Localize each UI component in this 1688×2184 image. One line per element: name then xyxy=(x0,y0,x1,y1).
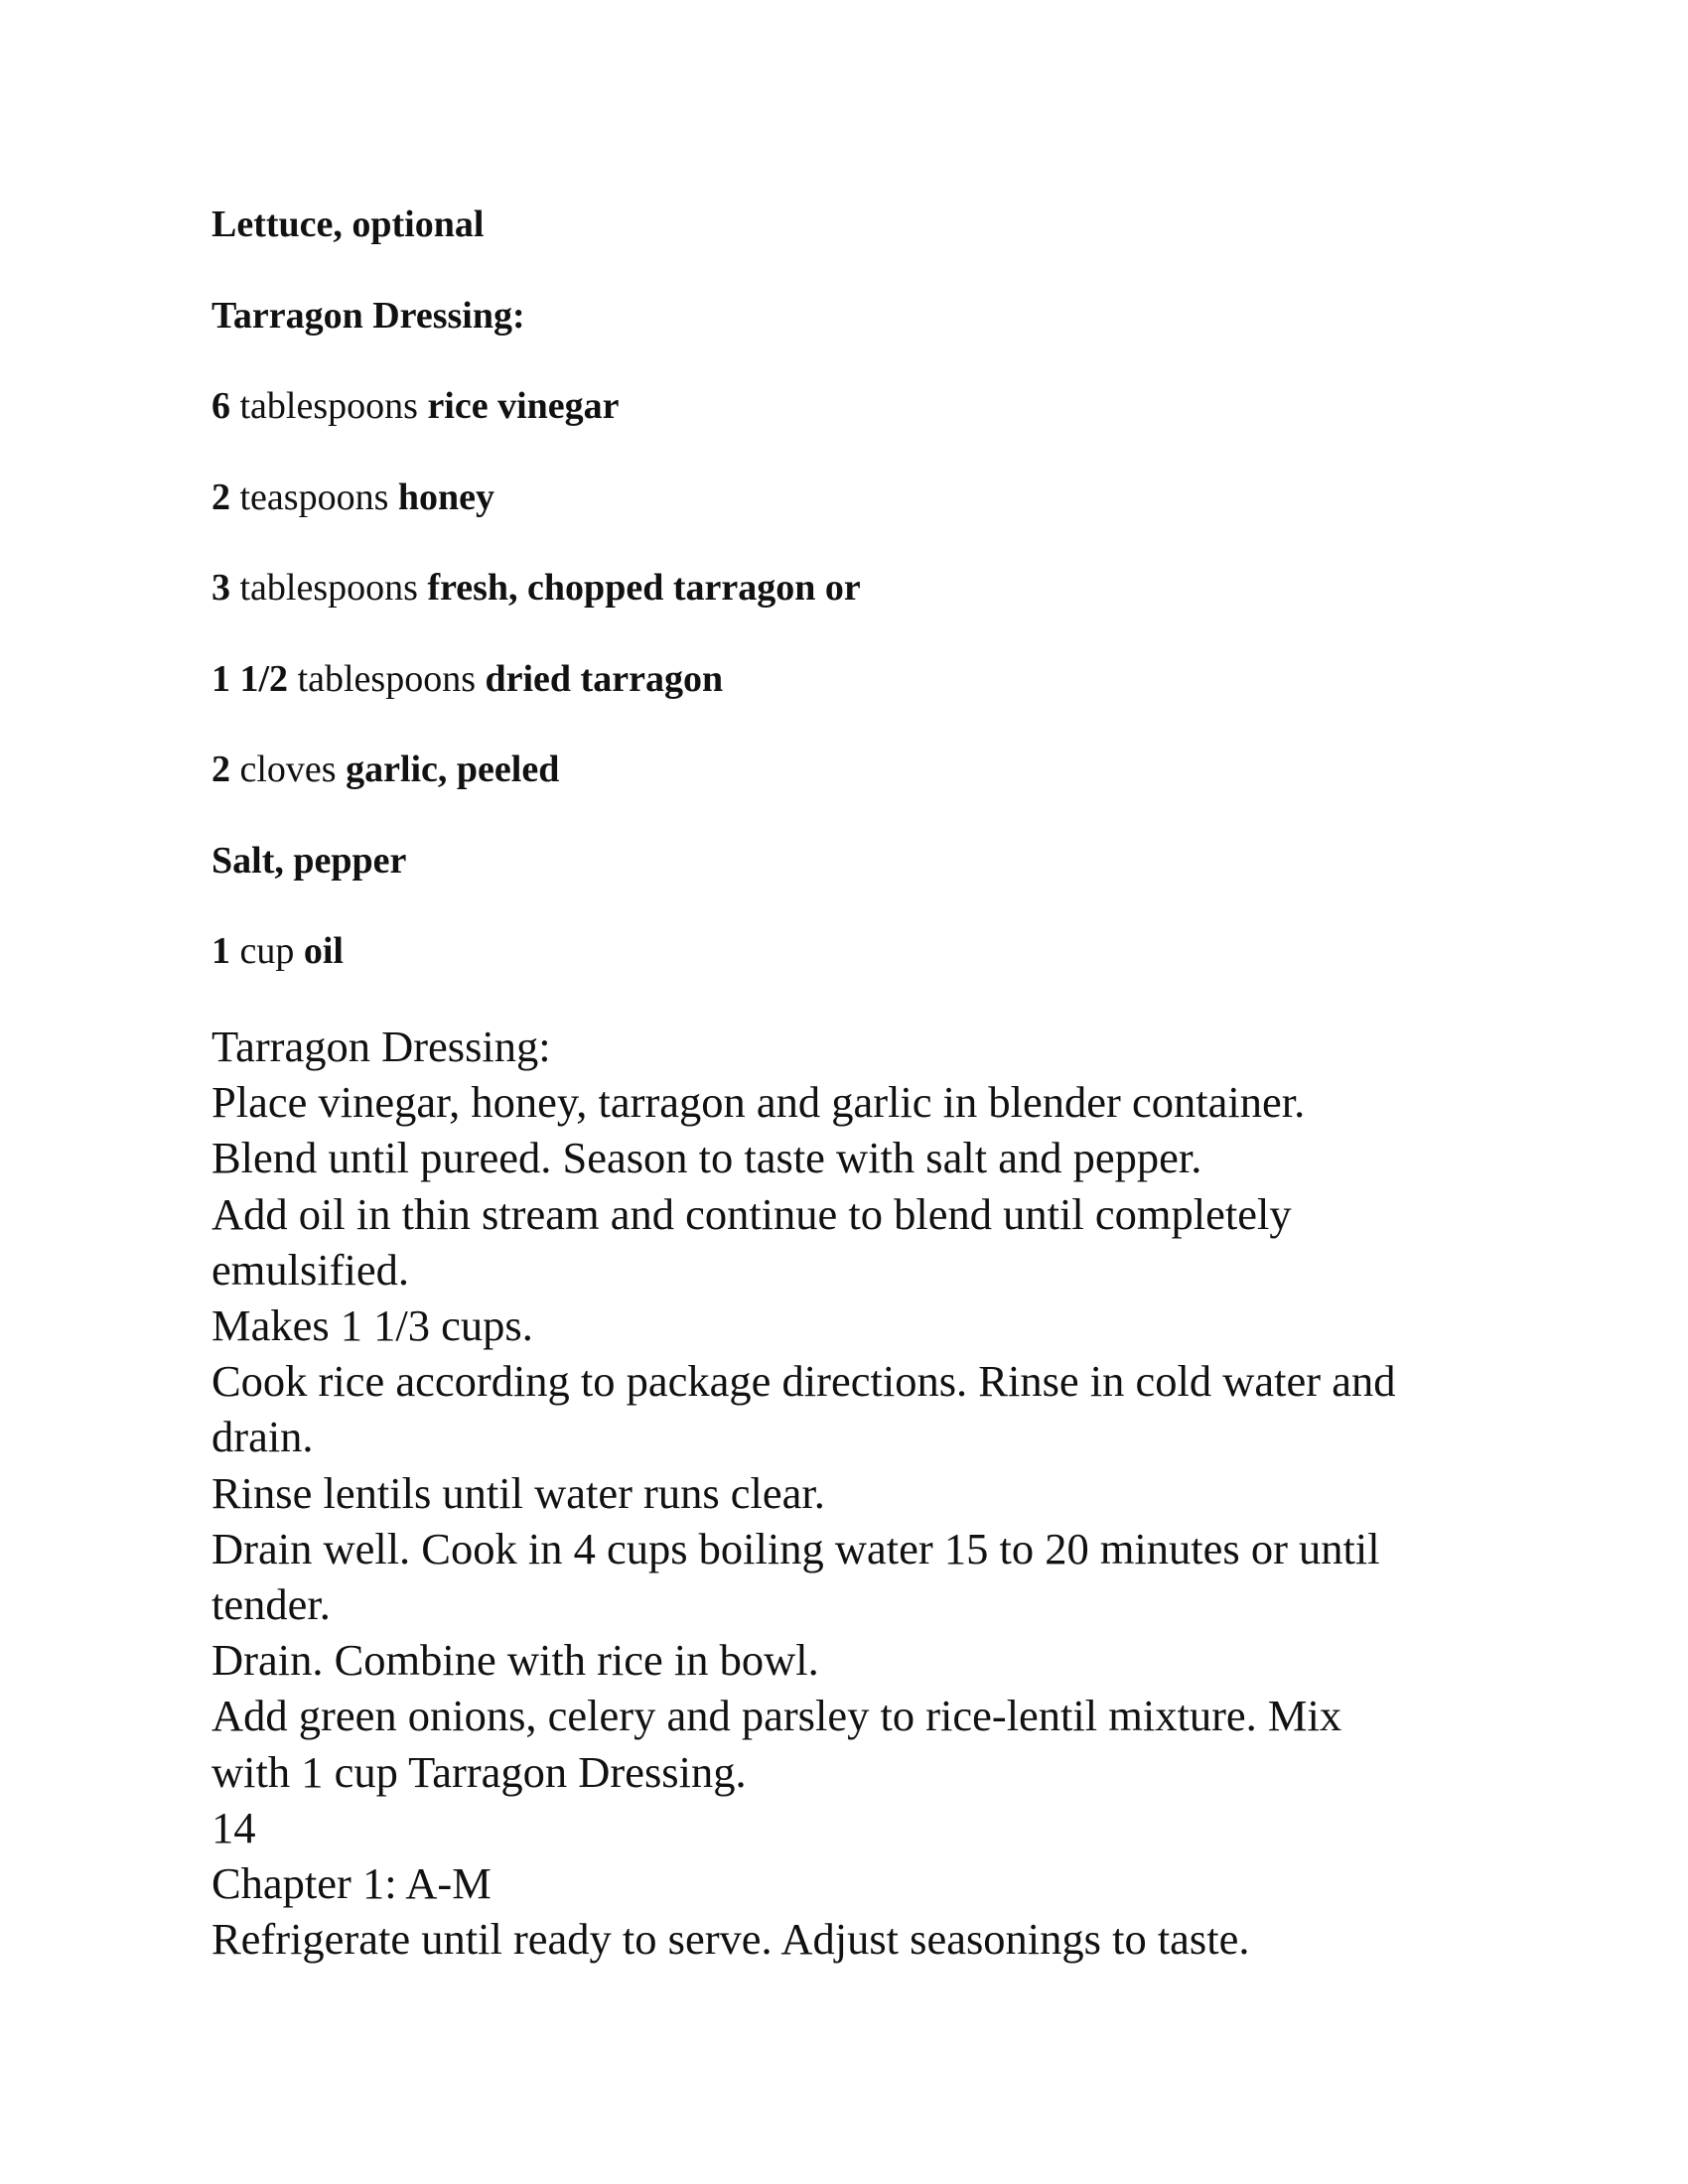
method-line: emulsified. xyxy=(211,1244,409,1295)
ingredient-quantity: 3 xyxy=(211,567,230,609)
ingredient-name: fresh, chopped tarragon or xyxy=(427,567,861,609)
method-line: Drain well. Cook in 4 cups boiling water 15 to 20 minutes or until xyxy=(211,1523,1380,1573)
ingredient-name: Lettuce, optional xyxy=(211,204,485,245)
dressing-subheading: Tarragon Dressing: xyxy=(211,294,525,337)
method-line: tender. xyxy=(211,1579,331,1630)
ingredient-unit: teaspoons xyxy=(239,476,389,518)
ingredient-name: dried tarragon xyxy=(485,657,724,700)
ingredient-line xyxy=(211,562,1502,614)
ingredient-quantity: 1 1/2 xyxy=(211,657,289,700)
chapter-label: Chapter 1: A-M xyxy=(211,1858,492,1909)
ingredient-quantity: 1 xyxy=(211,930,230,972)
ingredient-quantity: 2 xyxy=(211,749,230,790)
ingredient-name: honey xyxy=(397,476,495,518)
ingredient-name: rice vinegar xyxy=(427,385,620,427)
ingredient-list xyxy=(211,199,1502,1017)
ingredient-unit: tablespoons xyxy=(239,385,418,427)
method-line: Makes 1 1/3 cups. xyxy=(211,1300,533,1351)
page-number: 14 xyxy=(211,1802,256,1852)
ingredient-line xyxy=(211,653,1502,705)
ingredient-line xyxy=(211,835,1502,887)
ingredient-line xyxy=(211,290,1502,341)
method-line: drain. xyxy=(211,1412,314,1462)
recipe-page xyxy=(211,0,1502,2184)
method-line: Drain. Combine with rice in bowl. xyxy=(211,1635,819,1686)
ingredient-line xyxy=(211,199,1502,250)
ingredient-line xyxy=(211,472,1502,523)
ingredient-quantity: 6 xyxy=(211,385,230,427)
ingredient-line xyxy=(211,925,1502,977)
method-line: with 1 cup Tarragon Dressing. xyxy=(211,1746,747,1797)
method-line: Blend until pureed. Season to taste with salt and pepper. xyxy=(211,1133,1202,1183)
method-line: Rinse lentils until water runs clear. xyxy=(211,1467,825,1518)
ingredient-name: oil xyxy=(303,930,344,972)
method-text xyxy=(211,1019,1502,1967)
method-line: Refrigerate until ready to serve. Adjust seasonings to taste. xyxy=(211,1914,1250,1965)
method-line: Cook rice according to package directions. Rinse in cold water and xyxy=(211,1356,1396,1407)
ingredient-line xyxy=(211,744,1502,795)
ingredient-unit: cloves xyxy=(239,749,337,790)
ingredient-unit: tablespoons xyxy=(239,567,418,609)
ingredient-quantity: 2 xyxy=(211,476,230,518)
ingredient-name: Salt, pepper xyxy=(211,839,407,882)
ingredient-name: garlic, peeled xyxy=(346,749,560,790)
method-line: Add green onions, celery and parsley to rice-lentil mixture. Mix xyxy=(211,1691,1342,1741)
ingredient-unit: tablespoons xyxy=(297,657,476,700)
ingredient-line xyxy=(211,380,1502,432)
method-line: Place vinegar, honey, tarragon and garlic in blender container. xyxy=(211,1077,1306,1128)
method-line: Add oil in thin stream and continue to blend until completely xyxy=(211,1188,1292,1239)
ingredient-unit: cup xyxy=(239,930,295,972)
method-line: Tarragon Dressing: xyxy=(211,1022,551,1071)
